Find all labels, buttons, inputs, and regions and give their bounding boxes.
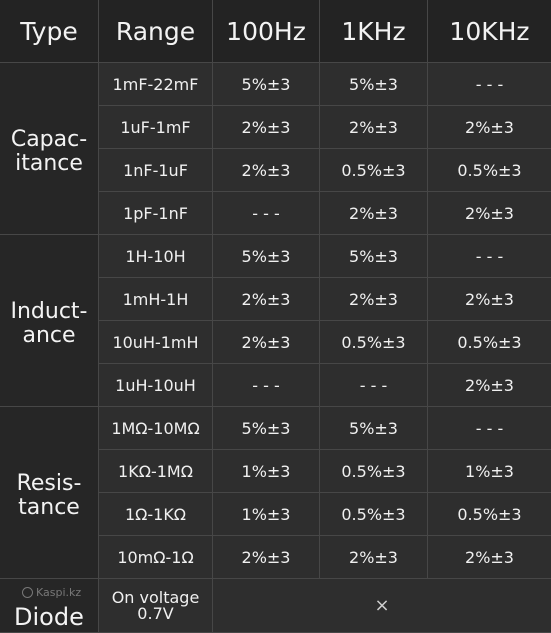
value-10khz: - - - — [428, 407, 551, 450]
value-100hz: 5%±3 — [213, 63, 320, 106]
type-diode: Diode — [0, 579, 99, 633]
value-10khz: 2%±3 — [428, 364, 551, 407]
value-100hz: - - - — [213, 364, 320, 407]
value-1khz: 2%±3 — [320, 536, 428, 579]
range-cell: 10mΩ-1Ω — [99, 536, 213, 579]
value-10khz: - - - — [428, 235, 551, 278]
value-10khz: 2%±3 — [428, 106, 551, 149]
value-100hz: 1%±3 — [213, 493, 320, 536]
value-1khz: 0.5%±3 — [320, 493, 428, 536]
header-type: Type — [0, 0, 99, 63]
value-100hz: 2%±3 — [213, 536, 320, 579]
value-1khz: - - - — [320, 364, 428, 407]
header-100hz: 100Hz — [213, 0, 320, 63]
range-cell: 1MΩ-10MΩ — [99, 407, 213, 450]
value-100hz: 1%±3 — [213, 450, 320, 493]
header-1khz: 1KHz — [320, 0, 428, 63]
value-10khz: 2%±3 — [428, 278, 551, 321]
range-cell: 1uH-10uH — [99, 364, 213, 407]
value-1khz: 2%±3 — [320, 106, 428, 149]
value-100hz: 2%±3 — [213, 149, 320, 192]
range-cell: 1uF-1mF — [99, 106, 213, 149]
range-cell: 1KΩ-1MΩ — [99, 450, 213, 493]
watermark-text: Kaspi.kz — [36, 586, 82, 599]
header-10khz: 10KHz — [428, 0, 551, 63]
value-1khz: 0.5%±3 — [320, 450, 428, 493]
type-capacitance: Capac- itance — [0, 63, 99, 235]
value-1khz: 5%±3 — [320, 63, 428, 106]
value-1khz: 5%±3 — [320, 235, 428, 278]
range-cell: 1mF-22mF — [99, 63, 213, 106]
value-100hz: 2%±3 — [213, 278, 320, 321]
value-100hz: 5%±3 — [213, 407, 320, 450]
type-inductance: Induct- ance — [0, 235, 99, 407]
value-1khz: 5%±3 — [320, 407, 428, 450]
range-cell: 1H-10H — [99, 235, 213, 278]
range-cell: 1mH-1H — [99, 278, 213, 321]
value-10khz: 2%±3 — [428, 536, 551, 579]
type-resistance: Resis- tance — [0, 407, 99, 579]
header-range: Range — [99, 0, 213, 63]
value-10khz: 2%±3 — [428, 192, 551, 235]
value-100hz: - - - — [213, 192, 320, 235]
value-10khz: - - - — [428, 63, 551, 106]
range-cell: 10uH-1mH — [99, 321, 213, 364]
value-1khz: 2%±3 — [320, 192, 428, 235]
range-cell: 1pF-1nF — [99, 192, 213, 235]
value-1khz: 2%±3 — [320, 278, 428, 321]
value-10khz: 0.5%±3 — [428, 149, 551, 192]
diode-range: On voltage 0.7V — [99, 579, 213, 633]
value-10khz: 1%±3 — [428, 450, 551, 493]
value-10khz: 0.5%±3 — [428, 321, 551, 364]
range-cell: 1Ω-1KΩ — [99, 493, 213, 536]
value-1khz: 0.5%±3 — [320, 149, 428, 192]
value-1khz: 0.5%±3 — [320, 321, 428, 364]
diode-not-applicable-mark: × — [213, 579, 551, 633]
value-100hz: 2%±3 — [213, 106, 320, 149]
value-100hz: 2%±3 — [213, 321, 320, 364]
value-10khz: 0.5%±3 — [428, 493, 551, 536]
value-100hz: 5%±3 — [213, 235, 320, 278]
range-cell: 1nF-1uF — [99, 149, 213, 192]
